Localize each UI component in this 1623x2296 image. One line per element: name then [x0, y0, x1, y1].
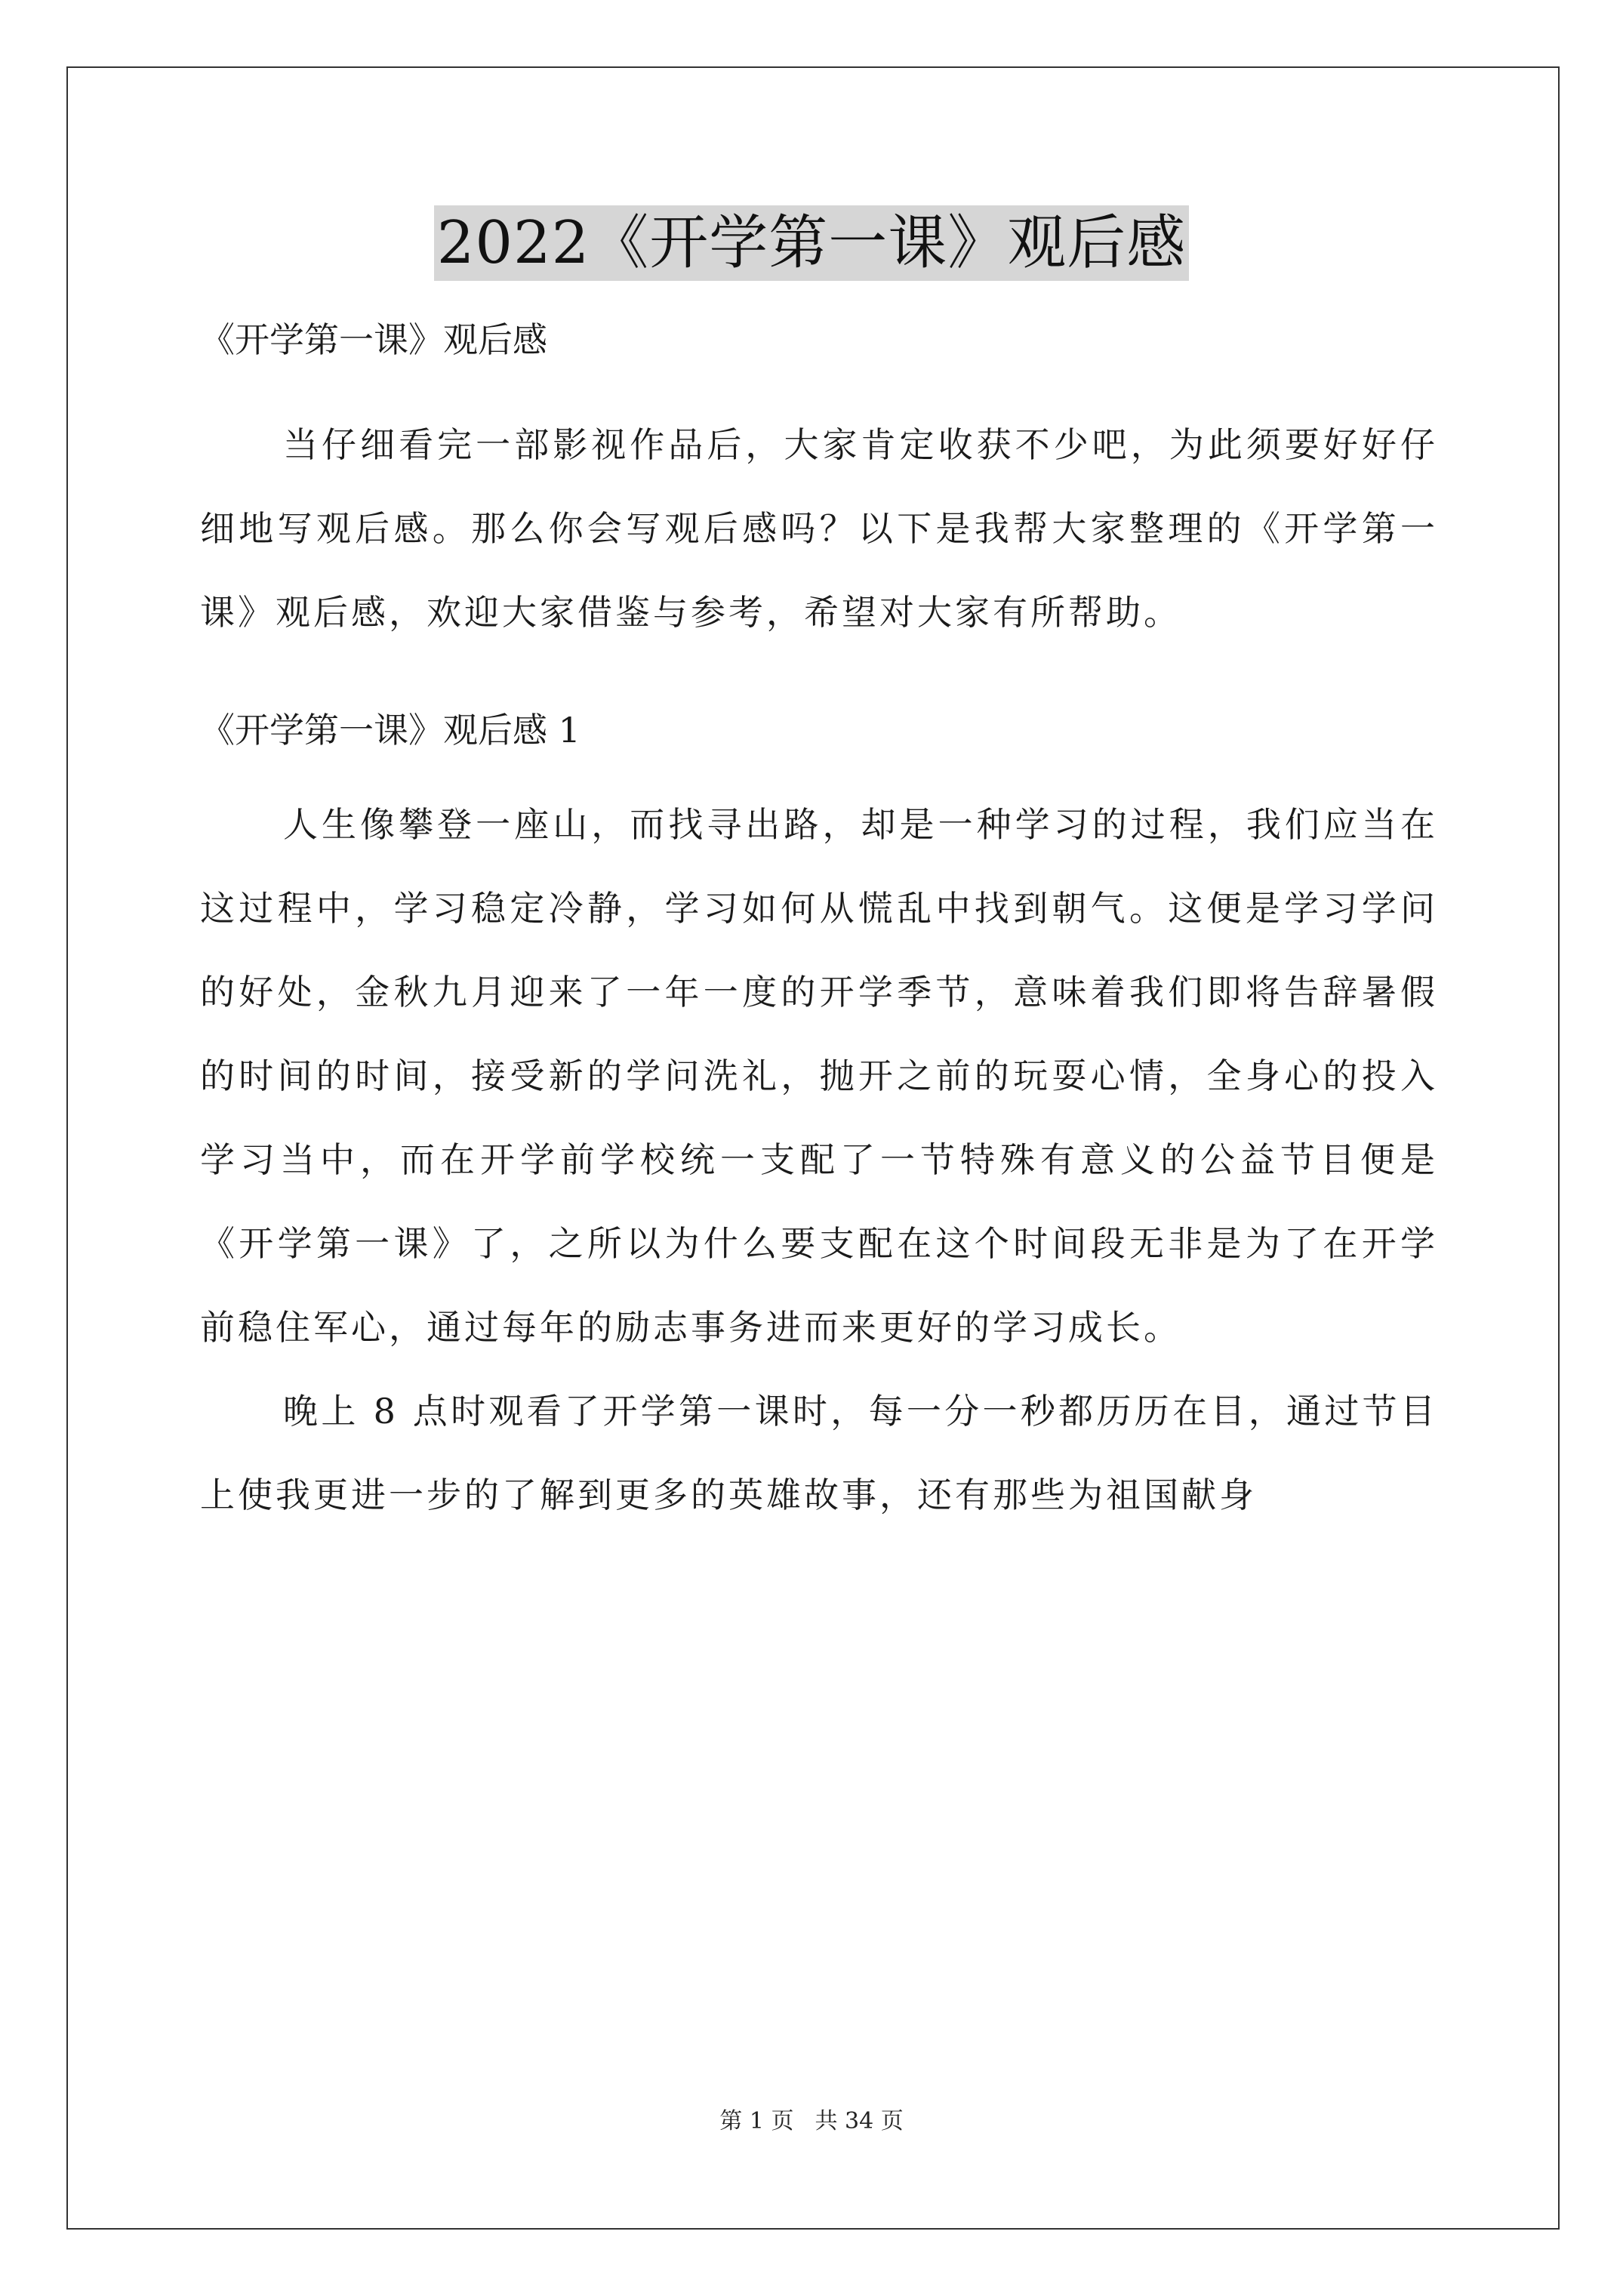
- intro-paragraph: 当仔细看完一部影视作品后，大家肯定收获不少吧，为此须要好好仔细地写观后感。那么你会写观后感吗？以下是我帮大家整理的《开学第一课》观后感，欢迎大家借鉴与参考，希望对大家有所帮助。: [200, 424, 1438, 633]
- body-paragraph: 人生像攀登一座山，而找寻出路，却是一种学习的过程，我们应当在这过程中，学习稳定冷静，学习如何从慌乱中找到朝气。这便是学习学问的好处，金秋九月迎来了一年一度的开学季节，意味着我们即将告辞暑假的时间的时间，接受新的学问洗礼，抛开之前的玩耍心情，全身心的投入学习当中，而在开学前学校统一支配了一节特殊有意义的公益节目便是《开学第一课》了，之所以为什么要支配在这个时间段无非是为了在开学前稳住军心，通过每年的励志事务进而来更好的学习成长。: [200, 804, 1438, 1348]
- document-body: [200, 310, 1438, 1537]
- section-heading: 《开学第一课》观后感 1: [200, 710, 581, 750]
- document-title: 2022《开学第一课》观后感: [434, 205, 1190, 281]
- page-total: 共 34 页: [815, 2108, 904, 2134]
- intro-heading: 《开学第一课》观后感: [200, 319, 547, 360]
- page-number: 第 1 页: [719, 2108, 794, 2134]
- title-container: [0, 205, 1623, 281]
- page-footer: [0, 2106, 1623, 2137]
- body-paragraph: 晚上 8 点时观看了开学第一课时，每一分一秒都历历在目，通过节目上使我更进一步的了解到更多的英雄故事，还有那些为祖国献身: [200, 1391, 1438, 1515]
